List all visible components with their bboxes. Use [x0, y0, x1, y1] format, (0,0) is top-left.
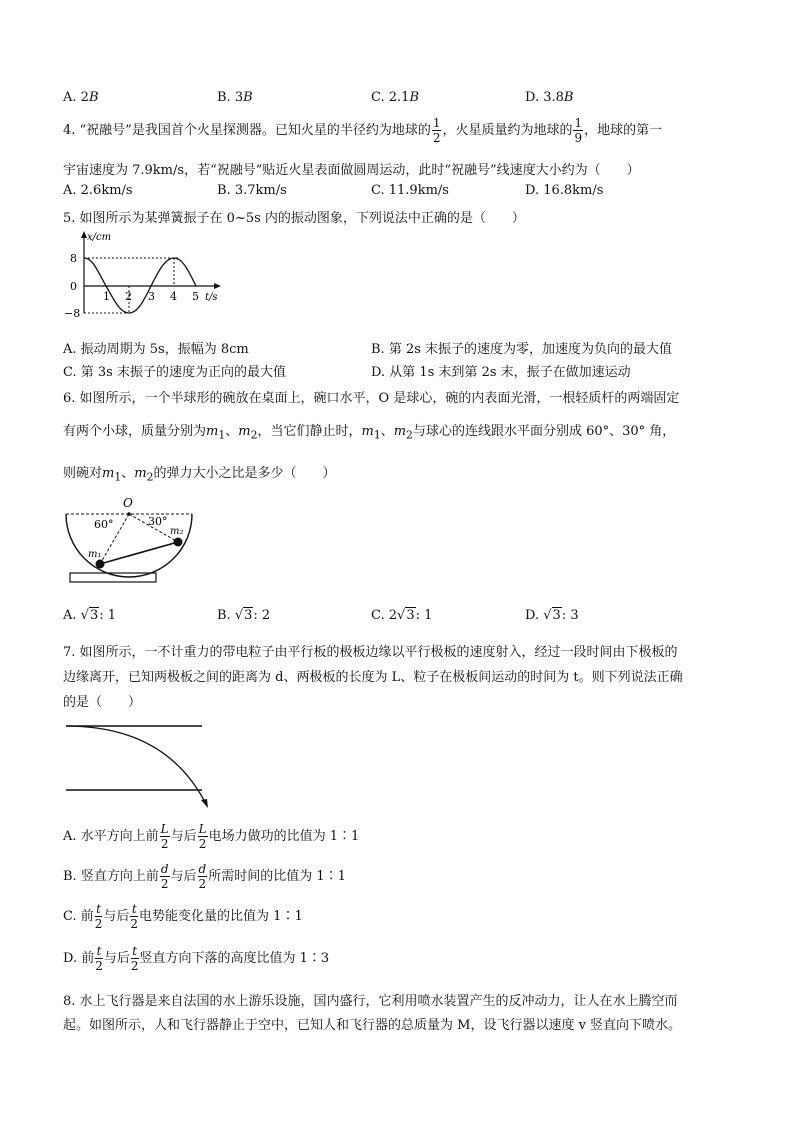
q7-stem-line2: 边缘离开，已知两极板之间的距离为 d、两极板的长度为 L、粒子在极板间运动的时间为 t。则下列说法正确	[63, 670, 683, 685]
q3-option-a: A. 2B	[63, 90, 99, 105]
q4-option-d: D. 16.8km/s	[525, 183, 604, 198]
q8-stem-line1: 8. 水上飞行器是来自法国的水上游乐设施，国内盛行，它利用喷水装置产生的反冲动力，让人在水上腾空而	[63, 994, 678, 1009]
q6-option-b: B. √3: 2	[217, 608, 271, 623]
q4-stem-line2: 宇宙速度为 7.9km/s，若“祝融号”贴近火星表面做圆周运动，此时“祝融号”线速度大小约为（ ）	[63, 163, 640, 178]
q6-stem-line1: 6. 如图所示，一个半球形的碗放在桌面上，碗口水平，O 是球心，碗的内表面光滑，一根轻质杆的两端固定	[63, 391, 680, 406]
q6-ball2-label: m₂	[170, 526, 184, 537]
q5-ytick: 0	[70, 280, 77, 293]
q5-ytick: −8	[64, 307, 81, 320]
q5-x-label: t/s	[205, 292, 218, 303]
q7-stem-line1: 7. 如图所示，一不计重力的带电粒子由平行板的极板边缘以平行极板的速度射入，经过一段时间由下极板的	[63, 645, 678, 660]
q5-xtick: 4	[170, 290, 177, 303]
q6-angle2-label: 30°	[148, 515, 168, 528]
q5-xtick: 1	[103, 290, 110, 303]
q6-option-a: A. √3: 1	[63, 608, 117, 623]
q5-y-label: x/cm	[87, 232, 112, 243]
q4-option-c: C. 11.9km/s	[371, 183, 449, 198]
q6-center-label: O	[123, 496, 133, 510]
q5-option-a: A. 振动周期为 5s，振幅为 8cm	[63, 342, 249, 357]
q8-stem-line2: 起。如图所示，人和飞行器静止于空中，已知人和飞行器的总质量为 M，设飞行器以速度 v 竖直向下喷水。	[63, 1018, 682, 1033]
q7-stem-line3: 的是（ ）	[63, 695, 142, 710]
q6-stem-line3: 则碗对$m_1$、$m_2$的弹力大小之比是多少（ ）	[63, 466, 336, 484]
q4-option-a: A. 2.6km/s	[63, 183, 133, 198]
q6-bowl-figure	[62, 494, 202, 588]
q6-option-d: D. √3: 3	[525, 608, 579, 623]
q3-option-d: D. 3.8B	[525, 90, 574, 105]
q5-xtick: 5	[192, 290, 199, 303]
q6-stem-line2: 有两个小球，质量分别为$m_1$、$m_2$，当它们静止时，$m_1$、$m_2$与球心的连线跟水平面分别成 60°、30° 角，	[63, 424, 676, 442]
q3-option-b: B. 3B	[217, 90, 253, 105]
q5-stem: 5. 如图所示为某弹簧振子在 0~5s 内的振动图象，下列说法中正确的是（ ）	[63, 211, 525, 226]
q7-option-b: B. 竖直方向上前 $\frac{d}{2}$ 与后 $\frac{d}{2}$ 所需时间的比值为 1∶1	[63, 862, 346, 891]
q7-option-a: A. 水平方向上前 $\frac{L}{2}$ 与后 $\frac{L}{2}$ 电场力做功的比值为 1∶1	[63, 822, 360, 851]
q4-stem-line1: 4. “祝融号”是我国首个火星探测器。已知火星的半径约为地球的 $\frac{1}{2}$ ，火星质量约为地球的 $\frac{1}{9}$ ，地球的第一	[63, 116, 663, 145]
q5-vibration-graph	[60, 228, 230, 328]
q5-ytick: 8	[70, 252, 77, 265]
q7-option-d: D. 前 $\frac{t}{2}$ 与后 $\frac{t}{2}$ 竖直方向下落的高度比值为 1∶3	[63, 944, 330, 973]
q5-xtick: 3	[148, 290, 155, 303]
q6-option-c: C. 2√3: 1	[371, 608, 433, 623]
q6-ball1-label: m₁	[88, 549, 102, 560]
q5-xtick: 2	[125, 290, 132, 303]
q7-parallel-plates-figure	[62, 718, 212, 810]
q6-angle1-label: 60°	[94, 518, 114, 531]
q5-option-c: C. 第 3s 末振子的速度为正向的最大值	[63, 365, 286, 380]
q7-option-c: C. 前 $\frac{t}{2}$ 与后 $\frac{t}{2}$ 电势能变化量的比值为 1∶1	[63, 902, 303, 931]
q3-option-c: C. 2.1B	[371, 90, 419, 105]
q4-option-b: B. 3.7km/s	[217, 183, 287, 198]
q5-option-b: B. 第 2s 末振子的速度为零，加速度为负向的最大值	[371, 342, 673, 357]
q5-option-d: D. 从第 1s 末到第 2s 末，振子在做加速运动	[371, 365, 631, 380]
